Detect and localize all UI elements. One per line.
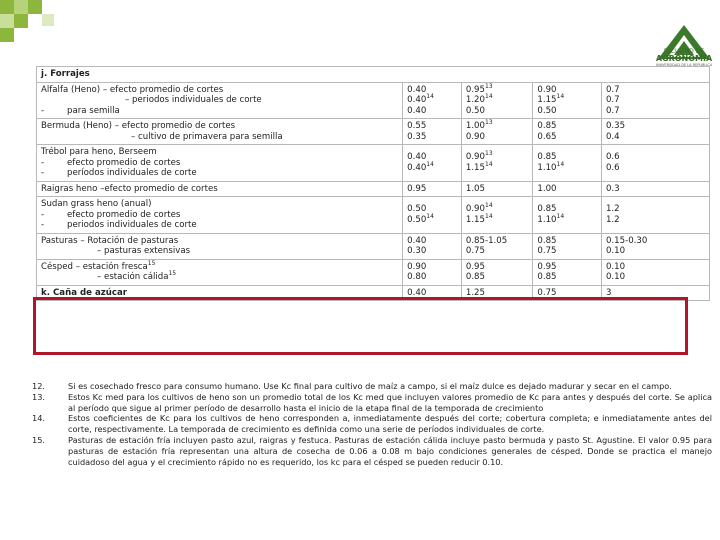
value-cell-c2 bbox=[461, 119, 533, 145]
value: 0.35 bbox=[407, 131, 427, 142]
decorative-squares bbox=[0, 0, 60, 44]
value-cell-c4 bbox=[601, 181, 709, 197]
value-cell-c1 bbox=[403, 197, 462, 234]
table-row bbox=[37, 145, 710, 182]
value-cell-c4 bbox=[601, 197, 709, 234]
row-label-line: Alfalfa (Heno) – efecto promedio de cortes bbox=[41, 84, 224, 95]
value-cell-c1 bbox=[403, 233, 462, 259]
value: 0.35 bbox=[605, 121, 626, 131]
value-cell-c1 bbox=[403, 259, 462, 285]
value-cell-c2 bbox=[461, 82, 533, 119]
footnote-ref: 13 bbox=[485, 119, 493, 127]
value-cell-c1 bbox=[403, 181, 462, 197]
footnote-ref: 13 bbox=[485, 150, 493, 158]
table-row bbox=[37, 82, 710, 119]
value: 0.90 bbox=[407, 261, 427, 272]
footnote-ref: 14 bbox=[556, 212, 565, 220]
footnote-ref: 14 bbox=[426, 93, 434, 101]
value: 1.00$^{13}$ bbox=[465, 119, 493, 131]
row-label-line: – estación cálida$^{15}$ bbox=[97, 270, 177, 282]
row-label-line: Césped – estación fresca$^{15}$ bbox=[41, 259, 156, 272]
value: 0.10 bbox=[605, 272, 626, 282]
value: 0.65 bbox=[537, 131, 557, 142]
value-cell-c2 bbox=[461, 259, 533, 285]
value: 1.10$^{14}$ bbox=[537, 160, 565, 173]
value: 0.90$^{13}$ bbox=[465, 150, 493, 163]
value: 0.10 bbox=[605, 246, 626, 256]
value-cell-c3 bbox=[533, 119, 602, 145]
value: 0.85 bbox=[537, 121, 557, 131]
value-cell-c2 bbox=[461, 145, 533, 182]
footnote-ref: 14 bbox=[556, 93, 565, 101]
value-cell-c4 bbox=[601, 82, 709, 119]
value-cell-c3 bbox=[533, 145, 602, 182]
kc-table bbox=[36, 66, 710, 301]
value-cell-c3 bbox=[533, 259, 602, 285]
value: 0.40 bbox=[407, 105, 427, 116]
value-cell-c2 bbox=[461, 197, 533, 234]
logo-line2: AGRONOMÍA bbox=[655, 54, 713, 63]
row-label bbox=[37, 145, 403, 182]
value-cell-c1: 0.40 bbox=[403, 285, 462, 301]
row-label-line: – cultivo de primavera para semilla bbox=[131, 131, 283, 142]
value: 0.85 bbox=[465, 272, 485, 282]
footnote-text: Pasturas de estación fría incluyen pasto azul, raigras y festuca. Pasturas de estación cálida incluye pasto bermuda y pasto St. Agustine. El valor 0.95 para pasturas de estación fría representan una altura de cosecha de 0.06 a 0.08 m bajo condiciones generales de césped. Donde se practica el manejo cuidadoso del agua y el crecimiento rápido no es requerido, los kc para el césped se pueden reducir 0.10. bbox=[68, 434, 712, 467]
value: 0.30 bbox=[407, 246, 427, 256]
row-label-line: Trébol para heno, Berseem bbox=[41, 147, 157, 157]
row-label-line: Bermuda (Heno) – efecto promedio de cortes bbox=[41, 121, 236, 131]
value: 0.90 bbox=[537, 84, 557, 95]
value: 1.00 bbox=[537, 183, 557, 194]
value: 0.3 bbox=[605, 183, 620, 194]
value-cell-c1 bbox=[403, 119, 462, 145]
footnote-number: 13. bbox=[32, 391, 46, 402]
value: 1.15$^{14}$ bbox=[465, 160, 493, 173]
row-label-line: Raigras heno –efecto promedio de cortes bbox=[41, 183, 218, 194]
row-label-line: – periodos individuales de corte bbox=[125, 95, 262, 105]
value: 0.40 bbox=[407, 152, 427, 163]
logo-line1: FACULTAD DE bbox=[663, 48, 705, 55]
row-label bbox=[37, 181, 403, 197]
footnote-ref: 14 bbox=[556, 160, 565, 168]
value-cell-c3 bbox=[533, 181, 602, 197]
footnote-ref: 14 bbox=[426, 212, 434, 220]
value: 1.2 bbox=[605, 204, 620, 215]
value: 0.10 bbox=[605, 261, 626, 272]
table-row bbox=[37, 181, 710, 197]
value: 0.95 bbox=[465, 261, 485, 272]
value-cell-c4 bbox=[601, 119, 709, 145]
value-cell-c4: 3 bbox=[601, 285, 709, 301]
row-label bbox=[37, 82, 403, 119]
value: 0.50 bbox=[407, 204, 427, 215]
footnote-ref: 15 bbox=[147, 259, 156, 267]
value: 0.6 bbox=[605, 152, 620, 163]
value: 1.2 bbox=[605, 214, 620, 225]
value: 0.95$^{13}$ bbox=[465, 82, 493, 95]
value-cell-c2 bbox=[461, 181, 533, 197]
row-label-line: - para semilla bbox=[41, 105, 120, 116]
row-label-line: – pasturas extensivas bbox=[97, 246, 191, 256]
value: 0.7 bbox=[605, 84, 620, 95]
value-cell-c4 bbox=[601, 259, 709, 285]
footnote-ref: 14 bbox=[426, 160, 434, 168]
table-row bbox=[37, 197, 710, 234]
value: 0.75 bbox=[537, 246, 557, 256]
value: 1.20$^{14}$ bbox=[465, 93, 493, 105]
footnote-ref: 14 bbox=[485, 93, 493, 101]
row-label bbox=[37, 197, 403, 234]
footnote-item bbox=[32, 381, 712, 392]
value: 0.4 bbox=[605, 131, 620, 142]
footnote-text: Estos Kc med para los cultivos de heno son un promedio total de los Kc med que incluyen valores promedio de Kc para antes y después del corte. Se aplica al período que sigue al primer período de desarrollo hasta el inicio de la etapa final de la temporada de crecimiento bbox=[68, 391, 712, 413]
table-row bbox=[37, 119, 710, 145]
value: 0.15-0.30 bbox=[605, 235, 648, 246]
value: 0.75 bbox=[465, 246, 485, 256]
value: 0.95 bbox=[537, 261, 557, 272]
value: 1.05 bbox=[465, 183, 485, 194]
footnote-item bbox=[32, 392, 712, 414]
footnote-ref: 15 bbox=[168, 270, 177, 278]
value: 0.90 bbox=[465, 131, 485, 142]
value-cell-c3: 0.75 bbox=[533, 285, 602, 301]
footnote-ref: 13 bbox=[485, 82, 493, 90]
footnote-number: 14. bbox=[32, 413, 46, 424]
value: 0.95 bbox=[407, 183, 427, 194]
value-cell-c3 bbox=[533, 233, 602, 259]
value-cell-c4 bbox=[601, 233, 709, 259]
highlight-box bbox=[33, 297, 688, 355]
footnote-text: Si es cosechado fresco para consumo humano. Use Kc final para cultivo de maíz a campo, si el maíz dulce es dejado madurar y secar en el campo. bbox=[68, 381, 672, 391]
row-label bbox=[37, 233, 403, 259]
section-k-label: k. Caña de azúcar bbox=[37, 285, 403, 301]
table-row bbox=[37, 233, 710, 259]
value-cell-c1 bbox=[403, 145, 462, 182]
value: 0.85 bbox=[537, 235, 557, 246]
row-label-line: - efecto promedio de cortes bbox=[41, 209, 181, 220]
footnote-ref: 14 bbox=[485, 160, 493, 168]
value: 0.50 bbox=[465, 105, 485, 116]
row-label-line: - periodos individuales de corte bbox=[41, 220, 197, 230]
row-label bbox=[37, 259, 403, 285]
row-label bbox=[37, 119, 403, 145]
value: 1.15$^{14}$ bbox=[465, 212, 493, 225]
section-row-j bbox=[37, 67, 710, 83]
footnote-ref: 14 bbox=[485, 202, 493, 210]
value-cell-c3 bbox=[533, 82, 602, 119]
row-label-line: Sudan grass heno (anual) bbox=[41, 199, 152, 209]
row-label-line: - períodos individuales de corte bbox=[41, 168, 197, 178]
value: 0.7 bbox=[605, 105, 620, 116]
footnote-number: 15. bbox=[32, 434, 46, 445]
value-cell-c3 bbox=[533, 197, 602, 234]
footnote-item bbox=[32, 435, 712, 467]
value: 0.85 bbox=[537, 152, 557, 163]
value: 0.55 bbox=[407, 121, 427, 131]
footnote-item bbox=[32, 413, 712, 435]
value: 0.50 bbox=[537, 105, 557, 116]
footnote-text: Estos coeficientes de Kc para los cultivos de heno corresponden a, inmediatamente después del corte; cobertura completa; e inmediatamente antes del corte, respectivamente. La temporada de crecimiento es definida como una serie de períodos individuales de corte. bbox=[68, 413, 712, 435]
value-cell-c1 bbox=[403, 82, 462, 119]
value: 0.40 bbox=[407, 84, 427, 95]
section-j-label: j. Forrajes bbox=[37, 67, 710, 83]
value: 0.7 bbox=[605, 95, 620, 105]
table-row bbox=[37, 259, 710, 285]
value: 0.85 bbox=[537, 204, 557, 215]
value-cell-c2: 1.25 bbox=[461, 285, 533, 301]
value: 0.40$^{14}$ bbox=[407, 93, 434, 105]
row-label-line: Pasturas – Rotación de pasturas bbox=[41, 235, 179, 246]
value: 0.6 bbox=[605, 162, 620, 173]
row-label-line: - efecto promedio de cortes bbox=[41, 157, 181, 168]
footnote-number: 12. bbox=[32, 381, 46, 391]
value: 0.85 bbox=[537, 272, 557, 282]
value: 0.40$^{14}$ bbox=[407, 160, 434, 173]
value: 0.85-1.05 bbox=[465, 235, 508, 246]
value: 0.50$^{14}$ bbox=[407, 212, 434, 225]
value: 0.40 bbox=[407, 235, 427, 246]
value: 0.80 bbox=[407, 272, 427, 282]
footnote-ref: 14 bbox=[485, 212, 493, 220]
value: 1.15$^{14}$ bbox=[537, 93, 565, 105]
value-cell-c4 bbox=[601, 145, 709, 182]
value: 1.10$^{14}$ bbox=[537, 212, 565, 225]
value: 0.90$^{14}$ bbox=[465, 202, 493, 215]
value-cell-c2 bbox=[461, 233, 533, 259]
footnotes bbox=[32, 381, 712, 467]
logo-line3: UNIVERSIDAD DE LA REPÚBLICA bbox=[655, 63, 713, 67]
